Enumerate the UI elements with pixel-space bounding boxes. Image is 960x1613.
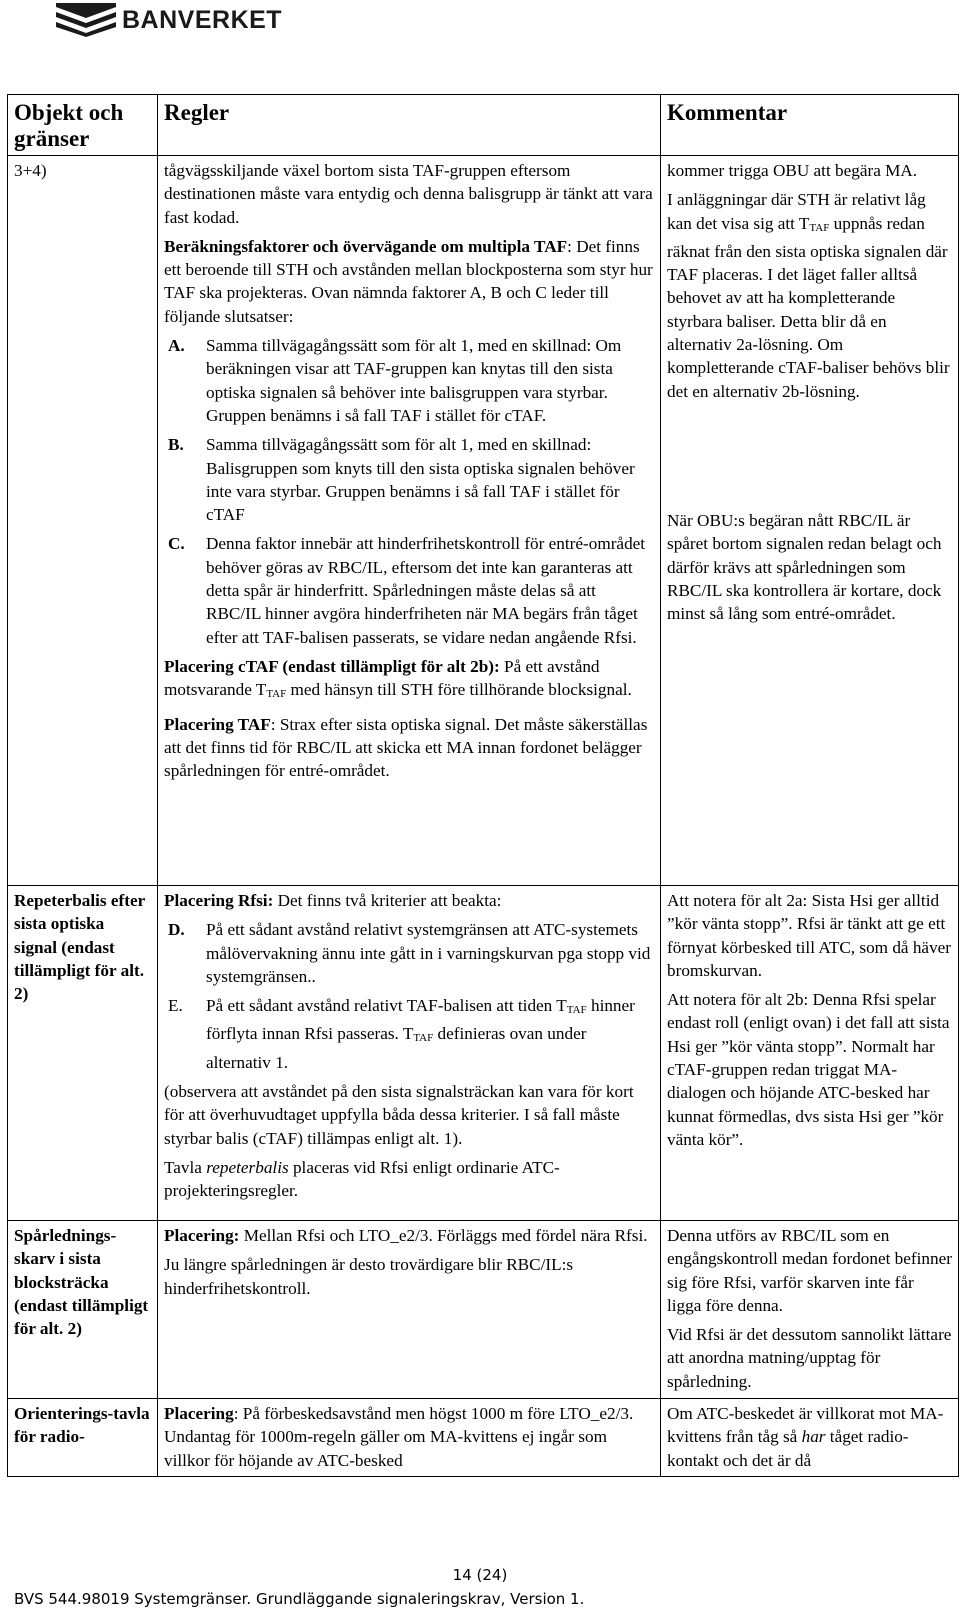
list-item: A. Samma tillvägagångssätt som för alt 1, med en skillnad: Om beräkningen visar att TAF-gruppen kan knytas till den sista optiska signalen så behöver inte balisgruppen vara styrbar. Gruppen benämns i så fall TAF i stället för cTAF. — [168, 336, 622, 425]
banverket-logo-icon — [56, 3, 116, 37]
table-row — [8, 1221, 959, 1399]
comment-paragraph: kommer trigga OBU att begära MA. — [667, 161, 918, 180]
rules-paragraph: Tavla repeterbalis placeras vid Rfsi enligt ordinarie ATC-projekteringsregler. — [164, 1157, 560, 1201]
object-label: Repeterbalis efter sista optiska signal (endast tillämpligt för alt. 2) — [14, 891, 145, 1004]
object-label: Spårlednings-skarv i sista blocksträcka (endast tillämpligt för alt. 2) — [14, 1226, 149, 1339]
logo-text: BANVERKET — [122, 5, 283, 34]
rules-paragraph: Placering cTAF (endast tillämpligt för alt 2b): På ett avstånd motsvarande $T_{TAF}$ med hänsyn till STH före tillhörande blocksignal. — [164, 656, 632, 701]
page-number: 14 (24) — [452, 1566, 508, 1584]
rules-cell — [158, 1221, 661, 1399]
object-cell — [8, 886, 158, 1221]
object-cell — [8, 1399, 158, 1477]
object-label: 3+4) — [14, 161, 47, 180]
document-footer: BVS 544.98019 Systemgränser. Grundläggande signaleringskrav, Version 1. — [14, 1590, 585, 1608]
comment-paragraph: Att notera för alt 2a: Sista Hsi ger alltid ”kör vänta stopp”. Rfsi är tänkt att ge ett förnyat körbesked till ATC, som då häver bromskurvan. — [667, 891, 952, 980]
rules-cell — [158, 886, 661, 1221]
comment-paragraph: När OBU:s begäran nått RBC/IL är spåret bortom signalen redan belagt och därför krävs att spårledningen som RBC/IL ska kontrollera är kortare, dock minst så lång som entré-området. — [667, 510, 942, 624]
column-header-rules: Regler — [158, 95, 661, 156]
rules-cell — [158, 156, 661, 886]
comment-paragraph: Denna utförs av RBC/IL som en engångskontroll medan fordonet befinner sig före Rfsi, varför skarven inte får ligga före denna. — [667, 1226, 952, 1315]
rules-paragraph: tågvägsskiljande växel bortom sista TAF-gruppen eftersom destinationen måste vara entydig och denna balisgrupp är tänkt att vara fast kodad. — [164, 161, 653, 227]
banverket-logo — [56, 2, 282, 38]
rules-paragraph: Placering: På förbeskedsavstånd men högst 1000 m före LTO_e2/3. Undantag för 1000m-regeln gäller om MA-kvittens ej ingår som villkor för höjande av ATC-besked — [164, 1404, 634, 1470]
table-row — [8, 156, 959, 886]
object-label: Orienterings-tavla för radio- — [14, 1404, 150, 1447]
rules-paragraph: Placering TAF: Strax efter sista optiska signal. Det måste säkerställas att det finns tid för RBC/IL att skicka ett MA innan fordonet belägger spårledningen för entré-området. — [164, 714, 648, 781]
comment-paragraph: Vid Rfsi är det dessutom sannolikt lättare att anordna matning/upptag för spårledning. — [667, 1325, 952, 1391]
list-item: B. Samma tillvägagångssätt som för alt 1, med en skillnad: Balisgruppen som knyts till den sista optiska signalen behöver inte vara styrbar. Gruppen benämns i så fall TAF i stället för cTAF — [168, 435, 635, 525]
comment-cell — [661, 1221, 959, 1399]
comment-paragraph: Om ATC-beskedet är villkorat mot MA-kvittens från tåg så har tåget radio-kontakt och det är då — [667, 1404, 944, 1470]
column-header-comment: Kommentar — [661, 95, 959, 156]
table-header-row — [8, 95, 959, 156]
comment-cell — [661, 886, 959, 1221]
comment-cell — [661, 156, 959, 886]
object-cell — [8, 1221, 158, 1399]
list-item: E. På ett sådant avstånd relativt TAF-balisen att tiden $T_{TAF}$ hinner förflyta innan Rfsi passeras. $T_{TAF}$ definieras ovan under alternativ 1. — [168, 996, 635, 1072]
column-header-object: Objekt och gränser — [8, 95, 158, 156]
rules-table — [7, 94, 959, 1477]
object-cell — [8, 156, 158, 886]
rules-paragraph: (observera att avståndet på den sista signalsträckan kan vara för kort för att överhuvudtaget uppfylla båda dessa kriterier. I så fall måste styrbar balis (cTAF) tillämpas enligt alt. 1). — [164, 1082, 634, 1148]
list-item: C. Denna faktor innebär att hinderfrihetskontroll för entré-området behöver göras av RBC/IL, eftersom det inte kan garanteras att detta spår är hinderfritt. Spårledningen måste delas så att RBC/IL hinner avgöra hinderfriheten när MA begärs från tåget efter att TAF-balisen passerats, se vidare nedan angående Rfsi. — [168, 534, 646, 647]
rules-paragraph: Beräkningsfaktorer och övervägande om multipla TAF: Det finns ett beroende till STH och avstånden mellan blockposterna som styr hur TAF ska projekteras. Ovan nämnda faktorer A, B och C leder till följande slutsatser: — [164, 236, 653, 326]
rules-cell — [158, 1399, 661, 1477]
rules-paragraph: Ju längre spårledningen är desto trovärdigare blir RBC/IL:s hinderfrihetskontroll. — [164, 1255, 574, 1298]
list-item: D. På ett sådant avstånd relativt systemgränsen att ATC-systemets målövervakning ännu inte gått in i varningskurvan pga stopp vid systemgränsen.. — [168, 920, 651, 986]
rules-paragraph: Placering Rfsi: Det finns två kriterier att beakta: — [164, 891, 502, 910]
table-row — [8, 886, 959, 1221]
comment-paragraph: I anläggningar där STH är relativt låg kan det visa sig att $T_{TAF}$ uppnås redan räknat från den sista optiska signalen där TAF placeras. I det läget faller alltså behovet av att ha kompletterande styrbara baliser. Detta blir då en alternativ 2a-lösning. Om kompletterande cTAF-baliser behövs blir det en alternativ 2b-lösning. — [667, 190, 950, 401]
comment-paragraph: Att notera för alt 2b: Denna Rfsi spelar endast roll (enligt ovan) i det fall att sista Hsi ger ”kör vänta stopp”. Normalt har cTAF-gruppen redan triggat MA-dialogen och höjande ATC-besked har kunnat förmedlas, dvs sista Hsi ger ”kör vänta kör”. — [667, 990, 950, 1149]
rules-paragraph: Placering: Mellan Rfsi och LTO_e2/3. Förläggs med fördel nära Rfsi. — [164, 1226, 648, 1245]
table-row — [8, 1399, 959, 1477]
comment-cell — [661, 1399, 959, 1477]
